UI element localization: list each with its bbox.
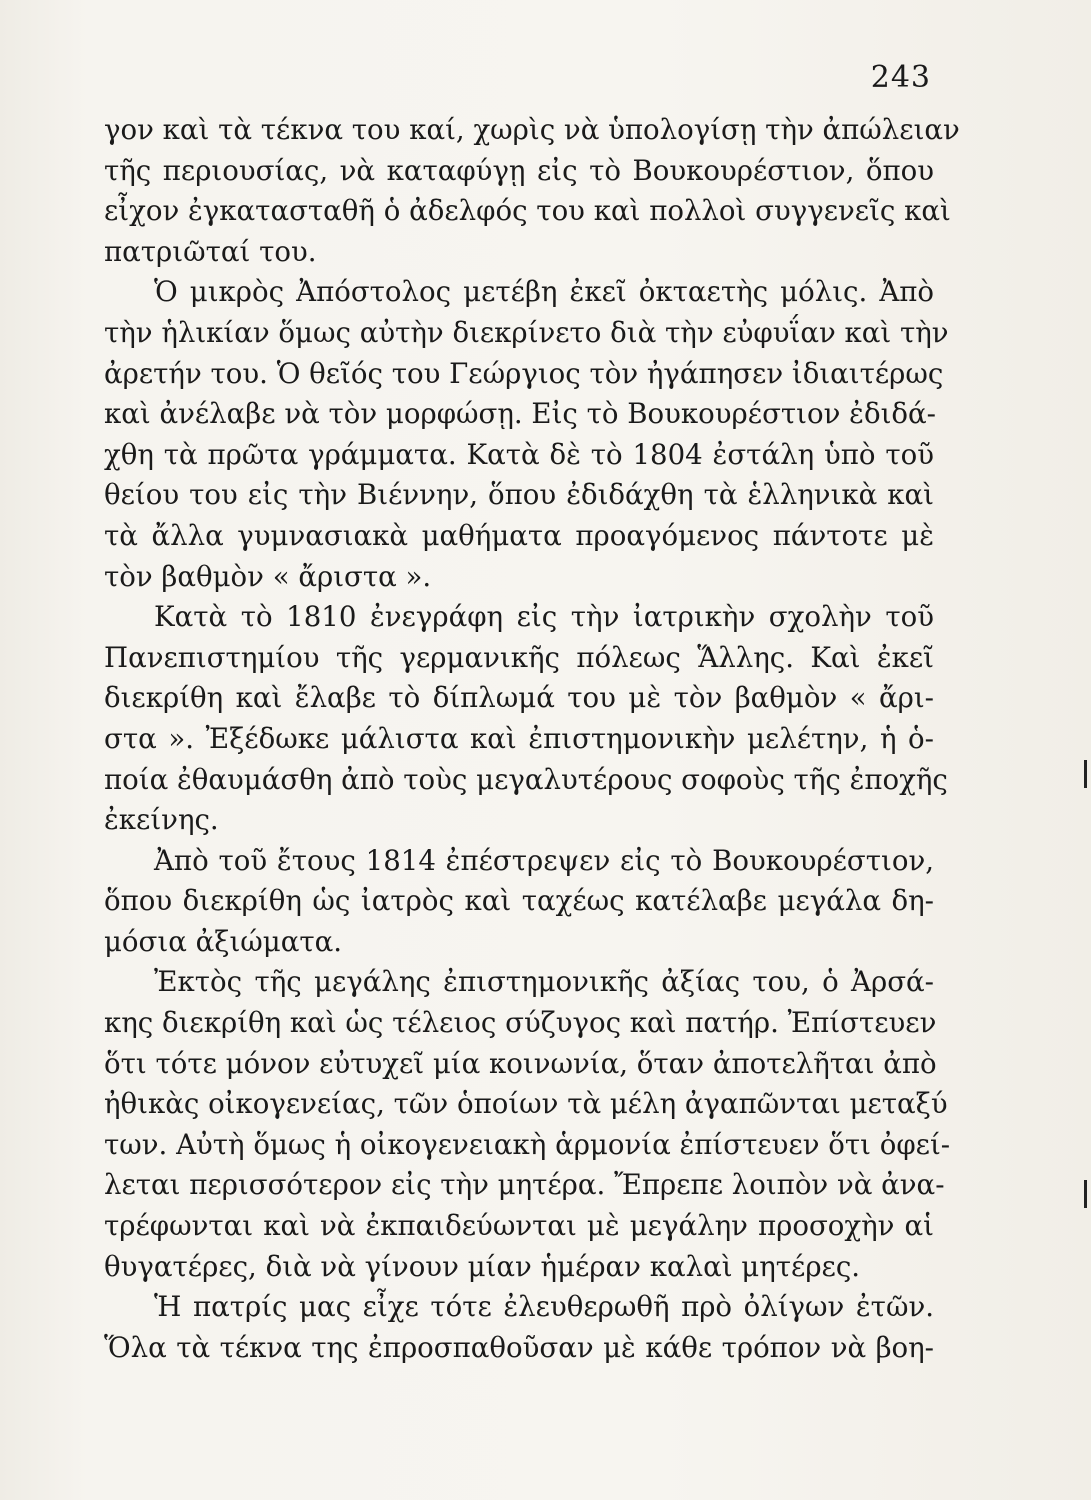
text-line: Πανεπιστημίου τῆς γερμανικῆς πόλεως Ἅλλης. Καὶ ἐκεῖ — [104, 640, 934, 674]
text-line: λεται περισσότερον εἰς τὴν μητέρα. Ἔπρεπε λοιπὸν νὰ ἀνα- — [104, 1168, 945, 1202]
text-line: τὴν ἡλικίαν ὅμως αὐτὴν διεκρίνετο διὰ τὴν εὐφυΐαν καὶ τὴν — [104, 315, 949, 349]
text-line: θείου του εἰς τὴν Βιέννην, ὅπου ἐδιδάχθη τὰ ἑλληνικὰ καὶ — [104, 478, 934, 512]
text-line: Ὁ μικρὸς Ἀπόστολος μετέβη ἐκεῖ ὀκταετὴς μόλις. Ἀπὸ — [154, 275, 934, 309]
text-line: τὸν βαθμὸν « ἄριστα ». — [104, 559, 432, 593]
text-line: κης διεκρίθη καὶ ὡς τέλειος σύζυγος καὶ πατήρ. Ἐπίστευεν — [104, 1006, 937, 1040]
text-line: Ἀπὸ τοῦ ἔτους 1814 ἐπέστρεψεν εἰς τὸ Βουκουρέστιον, — [154, 843, 934, 877]
text-line: εἶχον ἐγκατασταθῆ ὁ ἀδελφός του καὶ πολλοὶ συγγενεῖς καὶ — [104, 194, 951, 228]
text-line: γον καὶ τὰ τέκνα του καί, χωρὶς νὰ ὑπολογίσῃ τὴν ἀπώλειαν — [104, 113, 960, 146]
text-line: ἠθικὰς οἰκογενείας, τῶν ὁποίων τὰ μέλη ἀγαπῶνται μεταξύ — [104, 1087, 948, 1121]
text-line: Ἡ πατρίς μας εἶχε τότε ἐλευθερωθῆ πρὸ ὀλίγων ἐτῶν. — [154, 1290, 934, 1324]
page-edge-mark — [1084, 1180, 1087, 1208]
text-line: Ὅλα τὰ τέκνα της ἐπροσπαθοῦσαν μὲ κάθε τρόπον νὰ βοη- — [104, 1330, 934, 1364]
text-line: τρέφωνται καὶ νὰ ἐκπαιδεύωνται μὲ μεγάλην προσοχὴν αἱ — [104, 1209, 934, 1243]
text-line: θυγατέρες, διὰ νὰ γίνουν μίαν ἡμέραν καλαὶ μητέρες. — [104, 1249, 861, 1283]
text-line: καὶ ἀνέλαβε νὰ τὸν μορφώσῃ. Εἰς τὸ Βουκουρέστιον ἐδιδά- — [104, 397, 936, 431]
text-line: πατριῶταί του. — [104, 234, 317, 268]
body-text — [104, 110, 960, 1368]
text-line: ὅπου διεκρίθη ὡς ἰατρὸς καὶ ταχέως κατέλαβε μεγάλα δη- — [104, 884, 934, 918]
text-line: διεκρίθη καὶ ἔλαβε τὸ δίπλωμά του μὲ τὸν βαθμὸν « ἄρι- — [104, 681, 934, 715]
text-line: τῆς περιουσίας, νὰ καταφύγῃ εἰς τὸ Βουκουρέστιον, ὅπου — [104, 153, 934, 187]
text-line: ὅτι τότε μόνον εὐτυχεῖ μία κοινωνία, ὅταν ἀποτελῆται ἀπὸ — [104, 1046, 937, 1080]
text-line: στα ». Ἐξέδωκε μάλιστα καὶ ἐπιστημονικὴν μελέτην, ἡ ὁ- — [104, 721, 934, 755]
page-number: 243 — [870, 60, 931, 95]
text-line: Ἐκτὸς τῆς μεγάλης ἐπιστημονικῆς ἀξίας του, ὁ Ἀρσά- — [154, 965, 934, 999]
text-line: μόσια ἀξιώματα. — [104, 924, 342, 958]
text-line: ποία ἐθαυμάσθη ἀπὸ τοὺς μεγαλυτέρους σοφοὺς τῆς ἐποχῆς — [104, 762, 948, 796]
text-line: των. Αὐτὴ ὅμως ἡ οἰκογενειακὴ ἁρμονία ἐπίστευεν ὅτι ὀφεί- — [104, 1127, 951, 1161]
text-line: Κατὰ τὸ 1810 ἐνεγράφη εἰς τὴν ἰατρικὴν σχολὴν τοῦ — [154, 600, 934, 634]
text-line: τὰ ἄλλα γυμνασιακὰ μαθήματα προαγόμενος πάντοτε μὲ — [104, 518, 934, 552]
text-line: χθη τὰ πρῶτα γράμματα. Κατὰ δὲ τὸ 1804 ἐστάλη ὑπὸ τοῦ — [104, 437, 934, 471]
text-line: ἀρετήν του. Ὁ θεῖός του Γεώργιος τὸν ἠγάπησεν ἰδιαιτέρως — [104, 356, 944, 390]
page-edge-mark — [1084, 760, 1087, 788]
text-line: ἐκείνης. — [104, 803, 219, 837]
